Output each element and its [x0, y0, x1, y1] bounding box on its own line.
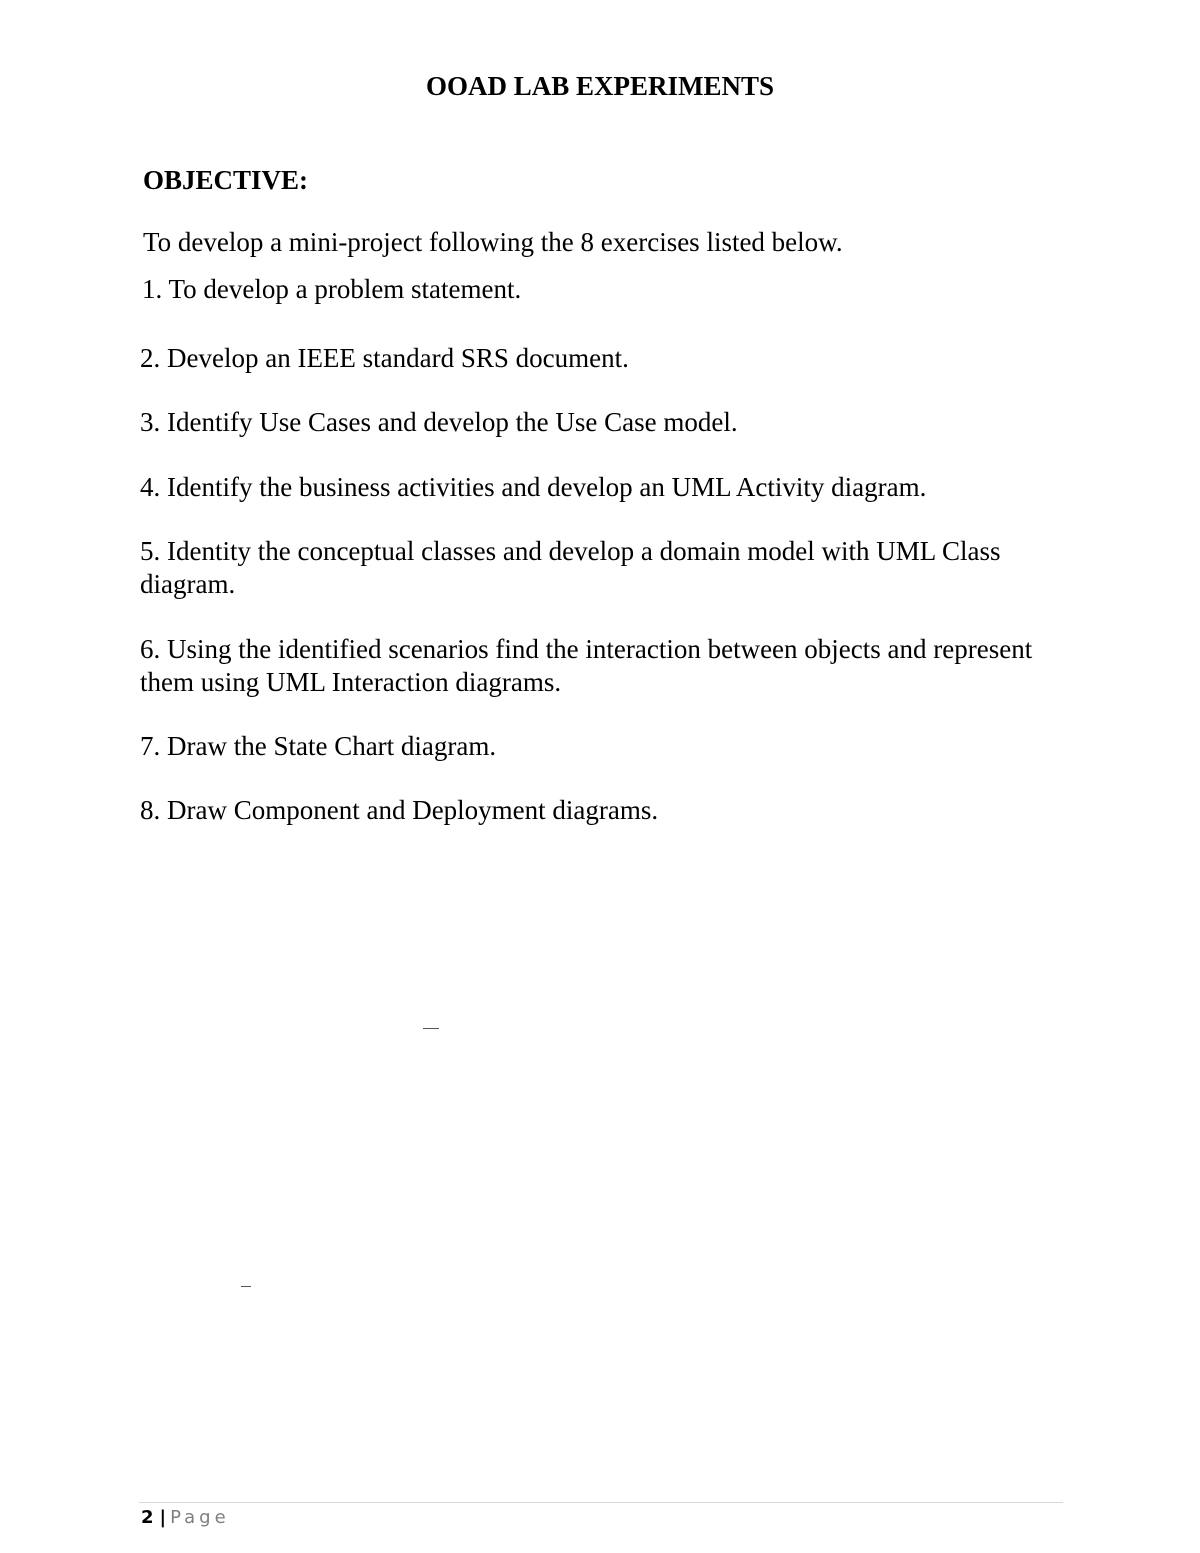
list-item: 6. Using the identified scenarios find the interaction between objects and represent them using UML Interaction diagrams.	[140, 634, 1033, 697]
page-number: 2	[141, 1507, 154, 1528]
page-title: OOAD LAB EXPERIMENTS	[425, 71, 775, 101]
page-footer	[141, 1506, 230, 1530]
list-item: 8. Draw Component and Deployment diagrams.	[140, 795, 659, 825]
section-heading: OBJECTIVE:	[143, 165, 309, 195]
list-item: 2. Develop an IEEE standard SRS document.	[140, 343, 629, 373]
list-item: 5. Identity the conceptual classes and develop a domain model with UML Class diagram.	[140, 536, 1001, 599]
scan-mark	[423, 1028, 439, 1029]
list-item: 7. Draw the State Chart diagram.	[140, 731, 497, 761]
footer-divider	[139, 1502, 1063, 1503]
intro-paragraph: To develop a mini-project following the 8 exercises listed below.	[143, 227, 843, 257]
scan-mark	[241, 1286, 251, 1287]
list-item: 4. Identify the business activities and develop an UML Activity diagram.	[140, 472, 927, 502]
page-separator: |	[159, 1507, 167, 1528]
page-label: Page	[170, 1507, 230, 1528]
list-item: 1. To develop a problem statement.	[142, 274, 522, 304]
list-item: 3. Identify Use Cases and develop the Use Case model.	[140, 407, 738, 437]
